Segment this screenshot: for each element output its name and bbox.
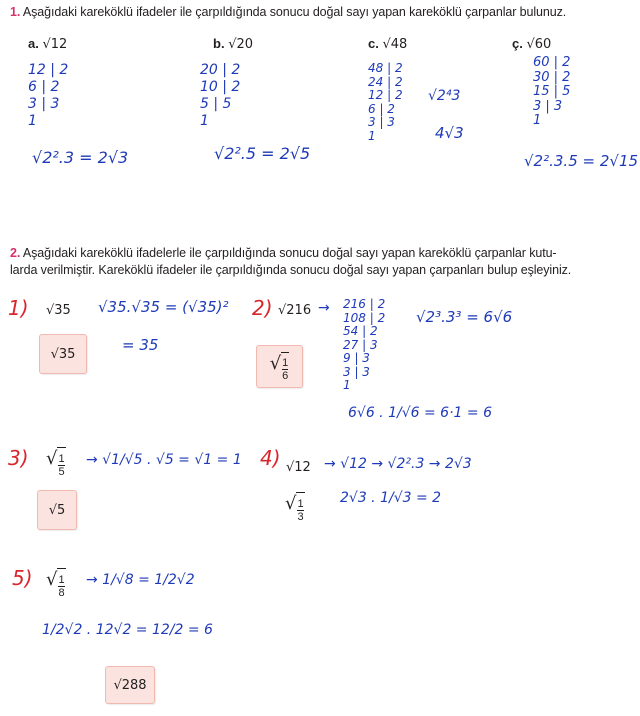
part-cc-result: √2².3.5 = 2√15 [524,152,639,170]
item-5-marker: 5) [12,566,33,590]
part-b-expr: √20 [228,37,254,52]
item-1-expr: √35 [46,303,71,318]
item-5-work: → 1/√8 = 1/2√2 [86,572,195,588]
item-3-answer-box[interactable] [37,490,77,530]
item-2-answer-box[interactable]: √ $\frac{1}{6}$ [256,345,303,388]
part-c-work: 48 | 2 24 | 2 12 | 2 6 | 2 3 | 3 1 [368,61,403,143]
part-b-label: b. √20 [213,36,254,52]
item-4-box-den: 3 [297,511,304,523]
item-2-arrow: → [318,300,330,316]
item-5-work-2: 1/2√2 . 12√2 = 12/2 = 6 [42,622,213,638]
item-3-expr-num: 1 [58,453,65,465]
part-a-label: a. √12 [28,36,68,52]
item-3-work: → √1/√5 . √5 = √1 = 1 [86,452,242,468]
item-4-work: → √12 → √2².3 → 2√3 [324,456,472,472]
part-c-result: 4√3 [435,124,464,142]
question-2-line2: larda verilmiştir. Kareköklü ifadeler ile çarpıldığında sonucu doğal sayı yapan çarpanları bulup eşleyiniz. [10,263,572,277]
item-5-expr: √ $\frac{1}{8}$ [46,569,65,599]
part-a-result: √2².3 = 2√3 [32,148,129,167]
item-4-marker: 4) [260,446,281,470]
item-4-box-expr: √ $\frac{1}{3}$ [285,493,304,523]
part-a-expr: √12 [42,37,68,52]
question-2-line1: Aşağıdaki kareköklü ifadelerle ile çarpıldığında sonucu doğal sayı yapan kareköklü çarpanlar kutu- [22,246,557,260]
part-c-expr: √48 [382,37,408,52]
item-2-box-num: 1 [282,356,289,369]
part-a-work: 12 | 2 6 | 2 3 | 3 1 [28,62,69,129]
item-5-expr-num: 1 [58,574,65,586]
item-5-box-value: √288 [113,677,147,693]
part-c-label: c. √48 [368,36,408,52]
item-2-side: √2³.3³ = 6√6 [416,308,513,326]
item-4-work-2: 2√3 . 1/√3 = 2 [340,490,442,506]
item-2-marker: 2) [252,296,273,320]
item-3-box-value: √5 [48,502,66,518]
item-1-work: √35.√35 = (√35)² [98,298,229,316]
item-5-answer-box[interactable] [105,666,155,704]
item-2-expr: √216 [278,303,312,318]
question-1-text [10,4,635,21]
question-1-prompt: Aşağıdaki kareköklü ifadeler ile çarpıldığında sonucu doğal sayı yapan kareköklü çarpanlar bulunuz. [22,5,567,19]
question-2-text [10,245,638,279]
item-3-expr-den: 5 [58,466,65,478]
item-3-expr: √ $\frac{1}{5}$ [46,448,65,478]
item-4-box-num: 1 [297,498,304,510]
part-b-work: 20 | 2 10 | 2 5 | 5 1 [200,62,241,129]
part-c-side: √2⁴3 [428,88,461,104]
part-cc-label: ç. √60 [512,36,552,52]
item-1-work-2: = 35 [122,336,159,354]
item-2-work: 216 | 2 108 | 2 54 | 2 27 | 3 9 | 3 3 | 3 1 [343,297,386,392]
item-5-expr-den: 8 [58,587,65,599]
part-b-result: √2².5 = 2√5 [214,144,311,163]
question-1-number: 1. [10,5,21,19]
item-2-box-den: 6 [282,369,289,382]
part-cc-expr: √60 [526,37,552,52]
part-cc-work: 60 | 2 30 | 2 15 | 5 3 | 3 1 [533,55,571,128]
item-4-expr: √12 [286,460,311,475]
item-1-box-value: √35 [50,346,76,362]
item-2-result: 6√6 . 1/√6 = 6·1 = 6 [348,405,492,421]
item-3-marker: 3) [8,446,29,470]
item-1-answer-box[interactable] [39,334,87,374]
item-1-marker: 1) [8,296,29,320]
question-2-number: 2. [10,246,21,260]
